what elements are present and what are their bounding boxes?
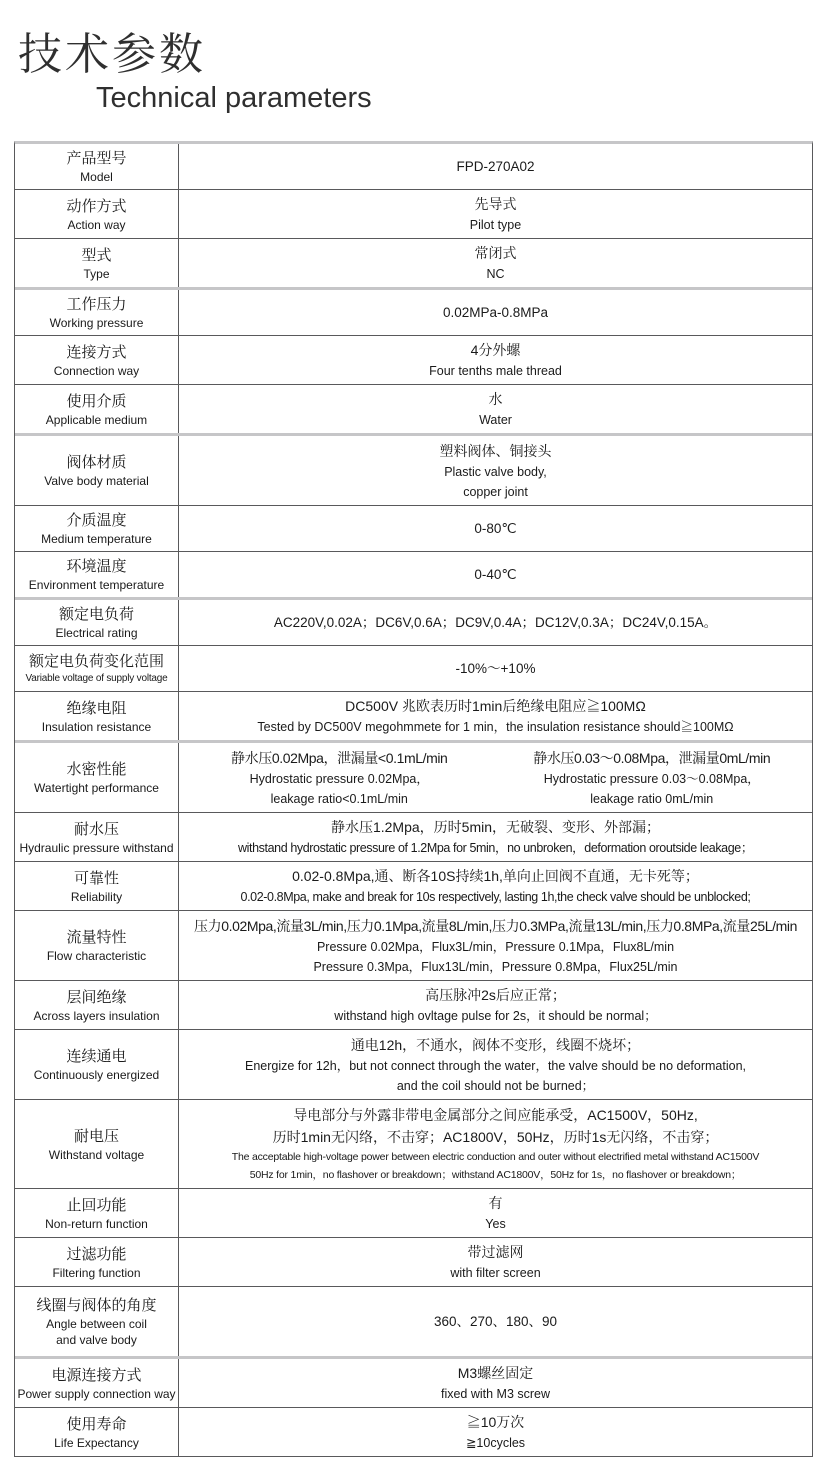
row-value — [179, 1030, 812, 1099]
label-en: Power supply connection way — [17, 1386, 176, 1401]
row-label — [15, 239, 179, 287]
row-label — [15, 385, 179, 433]
page-title-cn: 技术参数 — [18, 30, 206, 79]
row-value — [179, 336, 812, 384]
row-insulation-resistance — [15, 692, 812, 743]
label-en: Life Expectancy — [54, 1435, 139, 1450]
label-en: Reliability — [70, 889, 123, 904]
label-cn: 额定电负荷变化范围 — [28, 653, 164, 670]
value-line: NC — [486, 267, 505, 281]
value-line: 带过滤网 — [467, 1244, 524, 1260]
row-value — [179, 1238, 812, 1286]
label-cn: 工作压力 — [66, 296, 127, 313]
value-line: 高压脉冲2s后应正常； — [425, 987, 566, 1003]
row-flow-characteristic — [15, 911, 812, 981]
value-line: 静水压0.03～0.08Mpa，泄漏量0mL/min — [533, 749, 771, 766]
label-cn: 型式 — [81, 246, 112, 264]
value-line: DC500V 兆欧表历时1min后绝缘电阻应≧100MΩ — [345, 698, 646, 714]
label-en: Electrical rating — [55, 626, 138, 640]
value-line: 水 — [488, 391, 503, 407]
label-cn: 层间绝缘 — [66, 988, 127, 1006]
row-label — [15, 1100, 179, 1188]
row-reliability — [15, 862, 812, 911]
value-line: Hydrostatic pressure 0.02Mpa， — [249, 771, 429, 786]
label-en: Valve body material — [44, 474, 149, 488]
row-value — [179, 981, 812, 1029]
value-line: 0.02-0.8Mpa,通、断各10S持续1h,单向止回阀不直通，无卡死等； — [292, 868, 699, 884]
row-value — [179, 743, 812, 812]
value-line: 先导式 — [474, 196, 517, 212]
row-across-layers-insulation — [15, 981, 812, 1030]
value-line: ≧10cycles — [465, 1436, 526, 1450]
row-electrical-rating — [15, 600, 812, 646]
row-value — [179, 144, 812, 189]
value-line: with filter screen — [450, 1266, 541, 1280]
value-line: 0-40℃ — [474, 566, 517, 582]
label-cn: 阀体材质 — [66, 454, 127, 471]
value-line: Energize for 12h，but not connect through the water，the valve should be no deformation, — [244, 1058, 746, 1073]
row-label — [15, 1030, 179, 1099]
value-line: 导电部分与外露非带电金属部分之间应能承受，AC1500V，50Hz, — [293, 1107, 698, 1123]
row-withstand-voltage — [15, 1100, 812, 1189]
row-value — [179, 1359, 812, 1407]
value-line: Tested by DC500V megohmmete for 1 min，the insulation resistance should≧100MΩ — [257, 720, 734, 734]
label-cn: 环境温度 — [66, 558, 127, 575]
value-line: Four tenths male thread — [429, 364, 562, 378]
row-label — [15, 1359, 179, 1407]
value-line: 0.02MPa-0.8MPa — [442, 304, 549, 320]
label-en: Model — [80, 170, 113, 184]
row-working-pressure — [15, 290, 812, 336]
value-line: -10%～+10% — [455, 660, 536, 676]
row-value — [179, 436, 812, 505]
label-en: Type — [83, 266, 110, 281]
row-label — [15, 862, 179, 910]
label-cn: 止回功能 — [66, 1196, 127, 1214]
label-cn: 过滤功能 — [66, 1245, 127, 1263]
label-en: Watertight performance — [34, 781, 159, 795]
row-value — [179, 1287, 812, 1356]
row-value — [179, 692, 812, 740]
label-en: Hydraulic pressure withstand — [19, 840, 174, 855]
label-en: Connection way — [53, 363, 140, 378]
row-label — [15, 552, 179, 597]
row-value — [179, 385, 812, 433]
row-environment-temperature — [15, 552, 812, 600]
label-cn: 使用寿命 — [66, 1415, 127, 1433]
label-en: Medium temperature — [41, 532, 152, 546]
row-power-supply-connection — [15, 1359, 812, 1408]
row-type — [15, 239, 812, 290]
value-line: ≧10万次 — [466, 1414, 525, 1430]
value-line: leakage ratio 0mL/min — [590, 791, 714, 806]
row-label — [15, 692, 179, 740]
value-line: withstand hydrostatic pressure of 1.2Mpa for 5min，no unbroken，deformation oroutside leakage； — [238, 841, 753, 855]
label-en: Variable voltage of supply voltage — [25, 673, 168, 684]
label-cn: 动作方式 — [66, 197, 127, 215]
row-watertight-performance — [15, 743, 812, 813]
value-line: AC220V,0.02A；DC6V,0.6A；DC9V,0.4A；DC12V,0.3A；DC24V,0.15A。 — [273, 614, 718, 630]
label-cn: 流量特性 — [66, 929, 127, 946]
value-line: FPD-270A02 — [456, 158, 535, 174]
label-cn: 使用介质 — [66, 392, 127, 410]
value-line: Water — [479, 413, 512, 427]
row-connection-way — [15, 336, 812, 385]
row-label — [15, 646, 179, 691]
value-line: fixed with M3 screw — [440, 1387, 551, 1401]
label-en: Withstand voltage — [48, 1147, 145, 1162]
value-line: 0.02-0.8Mpa, make and break for 10s respectively, lasting 1h,the check valve should be unblocked; — [240, 890, 751, 904]
value-line: 4分外螺 — [470, 342, 521, 358]
row-label — [15, 436, 179, 505]
row-model — [15, 144, 812, 190]
label-cn: 连续通电 — [66, 1048, 127, 1065]
value-line: 静水压0.02Mpa，泄漏量<0.1mL/min — [231, 749, 448, 766]
value-line: 常闭式 — [474, 245, 517, 261]
label-en: Non-return function — [45, 1216, 148, 1231]
label-cn: 耐水压 — [73, 820, 119, 838]
value-line: Hydrostatic pressure 0.03～0.08Mpa， — [543, 771, 760, 786]
row-label — [15, 911, 179, 980]
value-line: Pressure 0.3Mpa，Flux13L/min，Pressure 0.8Mpa，Flux25L/min — [313, 959, 678, 974]
label-cn: 电源连接方式 — [51, 1366, 142, 1384]
value-line: M3螺丝固定 — [457, 1365, 534, 1381]
row-label — [15, 506, 179, 551]
row-applicable-medium — [15, 385, 812, 436]
row-label — [15, 336, 179, 384]
row-label — [15, 1287, 179, 1356]
row-value — [179, 646, 812, 691]
row-medium-temperature — [15, 506, 812, 552]
row-value — [179, 239, 812, 287]
value-line: 历时1min无闪络，不击穿；AC1800V，50Hz，历时1s无闪络，不击穿； — [272, 1129, 719, 1145]
label-en: Insulation resistance — [41, 719, 152, 734]
row-value — [179, 190, 812, 238]
value-line: 塑料阀体、铜接头 — [439, 442, 552, 459]
label-en: Angle between coil — [46, 1317, 147, 1331]
watertight-left — [183, 747, 496, 809]
value-line: 静水压1.2Mpa，历时5min，无破裂、变形、外部漏； — [330, 819, 661, 835]
row-value — [179, 552, 812, 597]
value-line: 360、270、180、90 — [433, 1313, 558, 1329]
row-non-return-function — [15, 1189, 812, 1238]
row-label — [15, 1238, 179, 1286]
label-en: Filtering function — [52, 1265, 141, 1280]
label-en: Flow characteristic — [46, 949, 147, 963]
row-hydraulic-pressure-withstand — [15, 813, 812, 862]
watertight-right — [496, 747, 809, 809]
value-line: Plastic valve body, — [444, 464, 547, 479]
label-cn: 产品型号 — [66, 150, 127, 167]
label-en: Working pressure — [49, 316, 144, 330]
row-label — [15, 600, 179, 645]
row-value — [179, 911, 812, 980]
label-cn: 耐电压 — [73, 1127, 119, 1145]
label-cn: 连接方式 — [66, 343, 127, 361]
row-valve-body-material — [15, 436, 812, 506]
label-cn: 线圈与阀体的角度 — [36, 1297, 157, 1314]
row-continuously-energized — [15, 1030, 812, 1100]
row-value — [179, 600, 812, 645]
row-value — [179, 1408, 812, 1456]
value-line: and the coil should not be burned； — [396, 1078, 595, 1093]
label-en: Continuously energized — [33, 1068, 160, 1082]
row-value — [179, 813, 812, 861]
value-line: copper joint — [463, 484, 528, 499]
parameters-table — [14, 141, 813, 1457]
row-label — [15, 813, 179, 861]
row-label — [15, 190, 179, 238]
label-en: Applicable medium — [45, 412, 148, 427]
value-line: 有 — [488, 1195, 503, 1211]
row-label — [15, 981, 179, 1029]
row-label — [15, 1408, 179, 1456]
value-line: leakage ratio<0.1mL/min — [270, 791, 408, 806]
row-action-way — [15, 190, 812, 239]
row-value — [179, 1100, 812, 1188]
value-line: withstand high ovltage pulse for 2s，it should be normal； — [334, 1009, 657, 1023]
label-en: Across layers insulation — [33, 1008, 160, 1023]
value-line: 50Hz for 1min，no flashover or breakdown；withstand AC1800V，50Hz for 1s，no flashover or breakdown； — [249, 1169, 742, 1181]
value-line: 压力0.02Mpa,流量3L/min,压力0.1Mpa,流量8L/min,压力0.3MPa,流量13L/min,压力0.8MPa,流量25L/min — [194, 917, 797, 934]
row-filtering-function — [15, 1238, 812, 1287]
row-value — [179, 1189, 812, 1237]
label-en: and valve body — [56, 1333, 137, 1347]
value-line: Yes — [485, 1217, 506, 1231]
row-life-expectancy — [15, 1408, 812, 1456]
value-line: Pilot type — [469, 218, 522, 232]
row-label — [15, 290, 179, 335]
page-title-en: Technical parameters — [96, 82, 372, 114]
label-cn: 水密性能 — [66, 761, 127, 778]
row-label — [15, 1189, 179, 1237]
label-cn: 可靠性 — [73, 869, 119, 887]
label-en: Action way — [67, 217, 126, 232]
row-label — [15, 144, 179, 189]
row-value — [179, 506, 812, 551]
value-line: 0-80℃ — [474, 520, 517, 536]
value-line: Pressure 0.02Mpa，Flux3L/min，Pressure 0.1Mpa，Flux8L/min — [316, 939, 675, 954]
watertight-columns — [183, 747, 808, 809]
row-value — [179, 862, 812, 910]
label-cn: 介质温度 — [66, 512, 127, 529]
row-value — [179, 290, 812, 335]
label-en: Environment temperature — [28, 578, 165, 592]
page-header — [0, 0, 827, 116]
row-variable-voltage — [15, 646, 812, 692]
value-line: The acceptable high-voltage power between electric conduction and outer without electrified metal withstand AC1500V — [231, 1151, 760, 1163]
label-cn: 绝缘电阻 — [66, 699, 127, 717]
value-line: 通电12h，不通水，阀体不变形，线圈不烧坏； — [350, 1036, 641, 1053]
label-cn: 额定电负荷 — [58, 606, 134, 623]
row-label — [15, 743, 179, 812]
row-coil-valve-angle — [15, 1287, 812, 1359]
